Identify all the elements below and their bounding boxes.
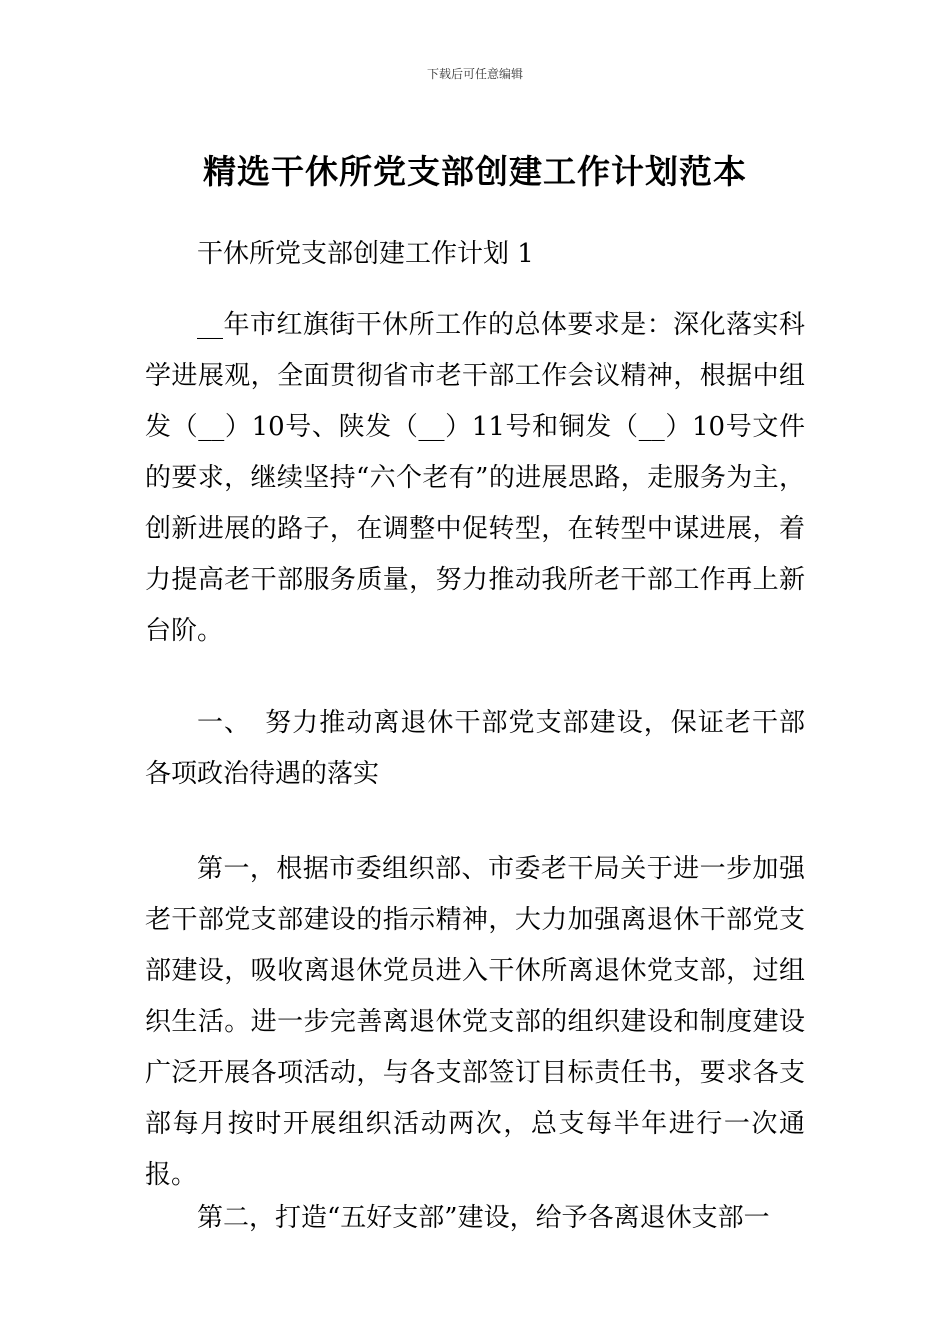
paragraph-intro: __年市红旗街干休所工作的总体要求是：深化落实科学进展观，全面贯彻省市老干部工作会议精神，根据中组发（__）10号、陕发（__）11号和铜发（__）10号文件的要求，继续坚持“六个老有”的进展思路，走服务为主，创新进展的路子，在调整中促转型，在转型中谋进展，着力提高老干部服务质量，努力推动我所老干部工作再上新台阶。 bbox=[145, 310, 805, 646]
document-title: 精选干休所党支部创建工作计划范本 bbox=[203, 152, 747, 192]
paragraph-second-point: 第二，打造“五好支部”建设，给予各离退休支部一 bbox=[197, 1203, 770, 1233]
header-note: 下载后可任意编辑 bbox=[426, 67, 523, 81]
document-subtitle: 干休所党支部创建工作计划 1 bbox=[197, 239, 534, 269]
paragraph-first-point: 第一，根据市委组织部、市委老干局关于进一步加强老干部党支部建设的指示精神，大力加强离退休干部党支部建设，吸收离退休党员进入干休所离退休党支部，过组织生活。进一步完善离退休党支部的组织建设和制度建设广泛开展各项活动，与各支部签订目标责任书，要求各支部每月按时开展组织活动两次，总支每半年进行一次通报。 bbox=[145, 854, 805, 1190]
section-heading-1: 一、 努力推动离退休干部党支部建设，保证老干部各项政治待遇的落实 bbox=[145, 708, 805, 789]
